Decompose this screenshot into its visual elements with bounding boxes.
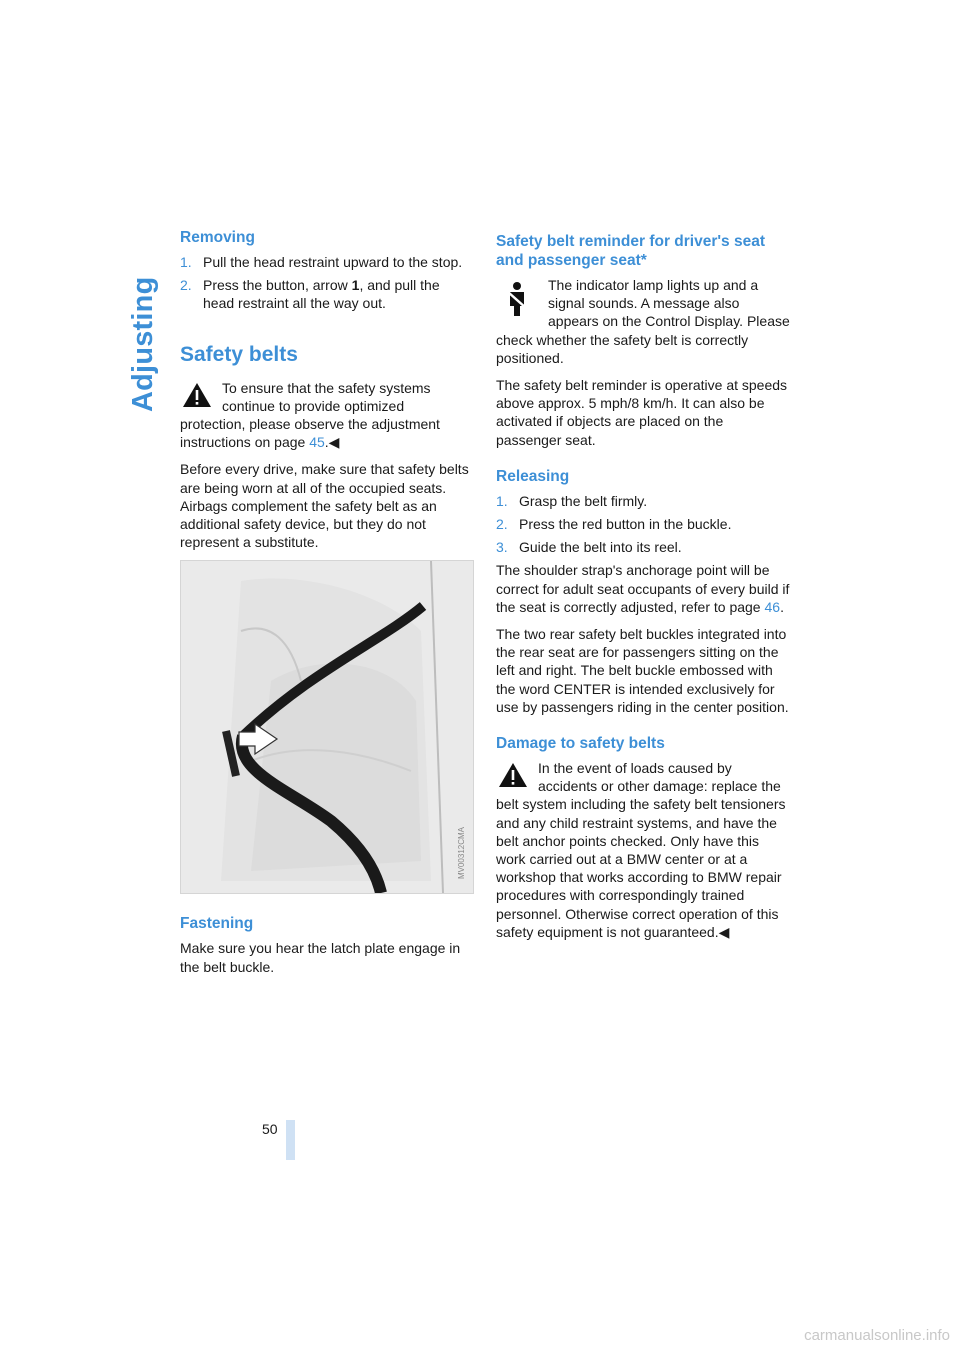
figure-code: MV00312CMA <box>456 827 466 880</box>
step-text: Guide the belt into its reel. <box>519 539 682 556</box>
list-item <box>180 253 472 271</box>
rear-belts-text: The two rear safety belt buckles integrated into the rear seat are for passengers sitting on the left and right. The belt buckle embossed with the word CENTER is intended exclusively for use by passengers riding in the center position. <box>496 626 789 715</box>
page-number: 50 <box>262 1121 278 1137</box>
step-number: 2. <box>496 516 508 533</box>
damage-text: In the event of loads caused by accidents or other damage: replace the belt system including the safety belt tensioners and any child restraint systems, and have the belt anchor points checked. Only have this work carried out at a BMW center or at a workshop that works according to BMW repair procedures with correspondingly trained personnel. Otherwise correct operation of this safety equipment is not guaranteed.◀ <box>496 760 786 940</box>
warning-triangle-icon <box>498 761 528 791</box>
step-text: Press the button, arrow <box>203 277 352 294</box>
fastening-text: Make sure you hear the latch plate engage in the belt buckle. <box>180 940 461 975</box>
damage-note <box>496 759 790 941</box>
fastening-heading: Fastening <box>180 915 254 933</box>
step-number: 3. <box>496 539 508 556</box>
step-text: , and pull the head restraint all the way out. <box>203 277 440 312</box>
seatbelt-reminder-icon <box>498 278 536 318</box>
warning-text: To ensure that the safety systems continue to provide optimized protection, please observe the adjustment instructions on page <box>180 379 440 451</box>
section-tab-label: Adjusting <box>127 276 159 412</box>
damage-heading: Damage to safety belts <box>496 735 665 753</box>
removing-steps <box>180 253 472 313</box>
list-item <box>496 492 790 510</box>
before-drive-text: Before every drive, make sure that safety belts are being worn at all of the occupied seats. Airbags complement the safety belt as an additional safety device, but they do not represent a substitute. <box>180 461 469 551</box>
step-number: 1. <box>496 492 508 509</box>
watermark: carmanualsonline.info <box>804 1327 950 1344</box>
list-item <box>180 276 472 312</box>
warning-triangle-icon <box>182 381 212 411</box>
step-text: Pull the head restraint upward to the stop. <box>203 254 463 270</box>
removing-heading: Removing <box>180 229 255 246</box>
page-number-bar <box>286 1120 295 1160</box>
right-column <box>496 228 790 950</box>
warning-end: .◀ <box>324 434 340 451</box>
page-link-46[interactable]: 46 <box>764 598 781 615</box>
reminder-note <box>496 276 790 367</box>
step-text: Grasp the belt firmly. <box>519 492 648 509</box>
warning-note <box>180 379 472 452</box>
list-item <box>496 515 790 533</box>
step-number: 1. <box>180 254 192 270</box>
safety-belts-heading: Safety belts <box>180 342 298 366</box>
reminder-heading: Safety belt reminder for driver's seat and passenger seat* <box>496 233 766 269</box>
anchorage-text <box>496 561 790 616</box>
arrow-number: 1 <box>351 277 360 294</box>
releasing-heading: Releasing <box>496 467 570 485</box>
step-number: 2. <box>180 277 192 294</box>
anchorage-end: . <box>780 598 784 615</box>
anchorage-text-body: The shoulder strap's anchorage point will be correct for adult seat occupants of every build if the seat is correctly adjusted, refer to page <box>496 562 790 615</box>
step-text: Press the red button in the buckle. <box>519 516 732 533</box>
reminder-text: The indicator lamp lights up and a signal sounds. A message also appears on the Control Display. Please check whether the safety belt is correctly positioned. <box>496 277 790 366</box>
releasing-steps <box>496 492 790 557</box>
left-column <box>180 228 472 985</box>
section-tab <box>128 232 158 412</box>
seat-belt-figure <box>180 560 474 894</box>
list-item <box>496 538 790 556</box>
reminder-speed-text: The safety belt reminder is operative at speeds above approx. 5 mph/8 km/h. It can also be activated if objects are placed on the passenger seat. <box>496 377 788 448</box>
page-link-45[interactable]: 45 <box>309 434 325 451</box>
